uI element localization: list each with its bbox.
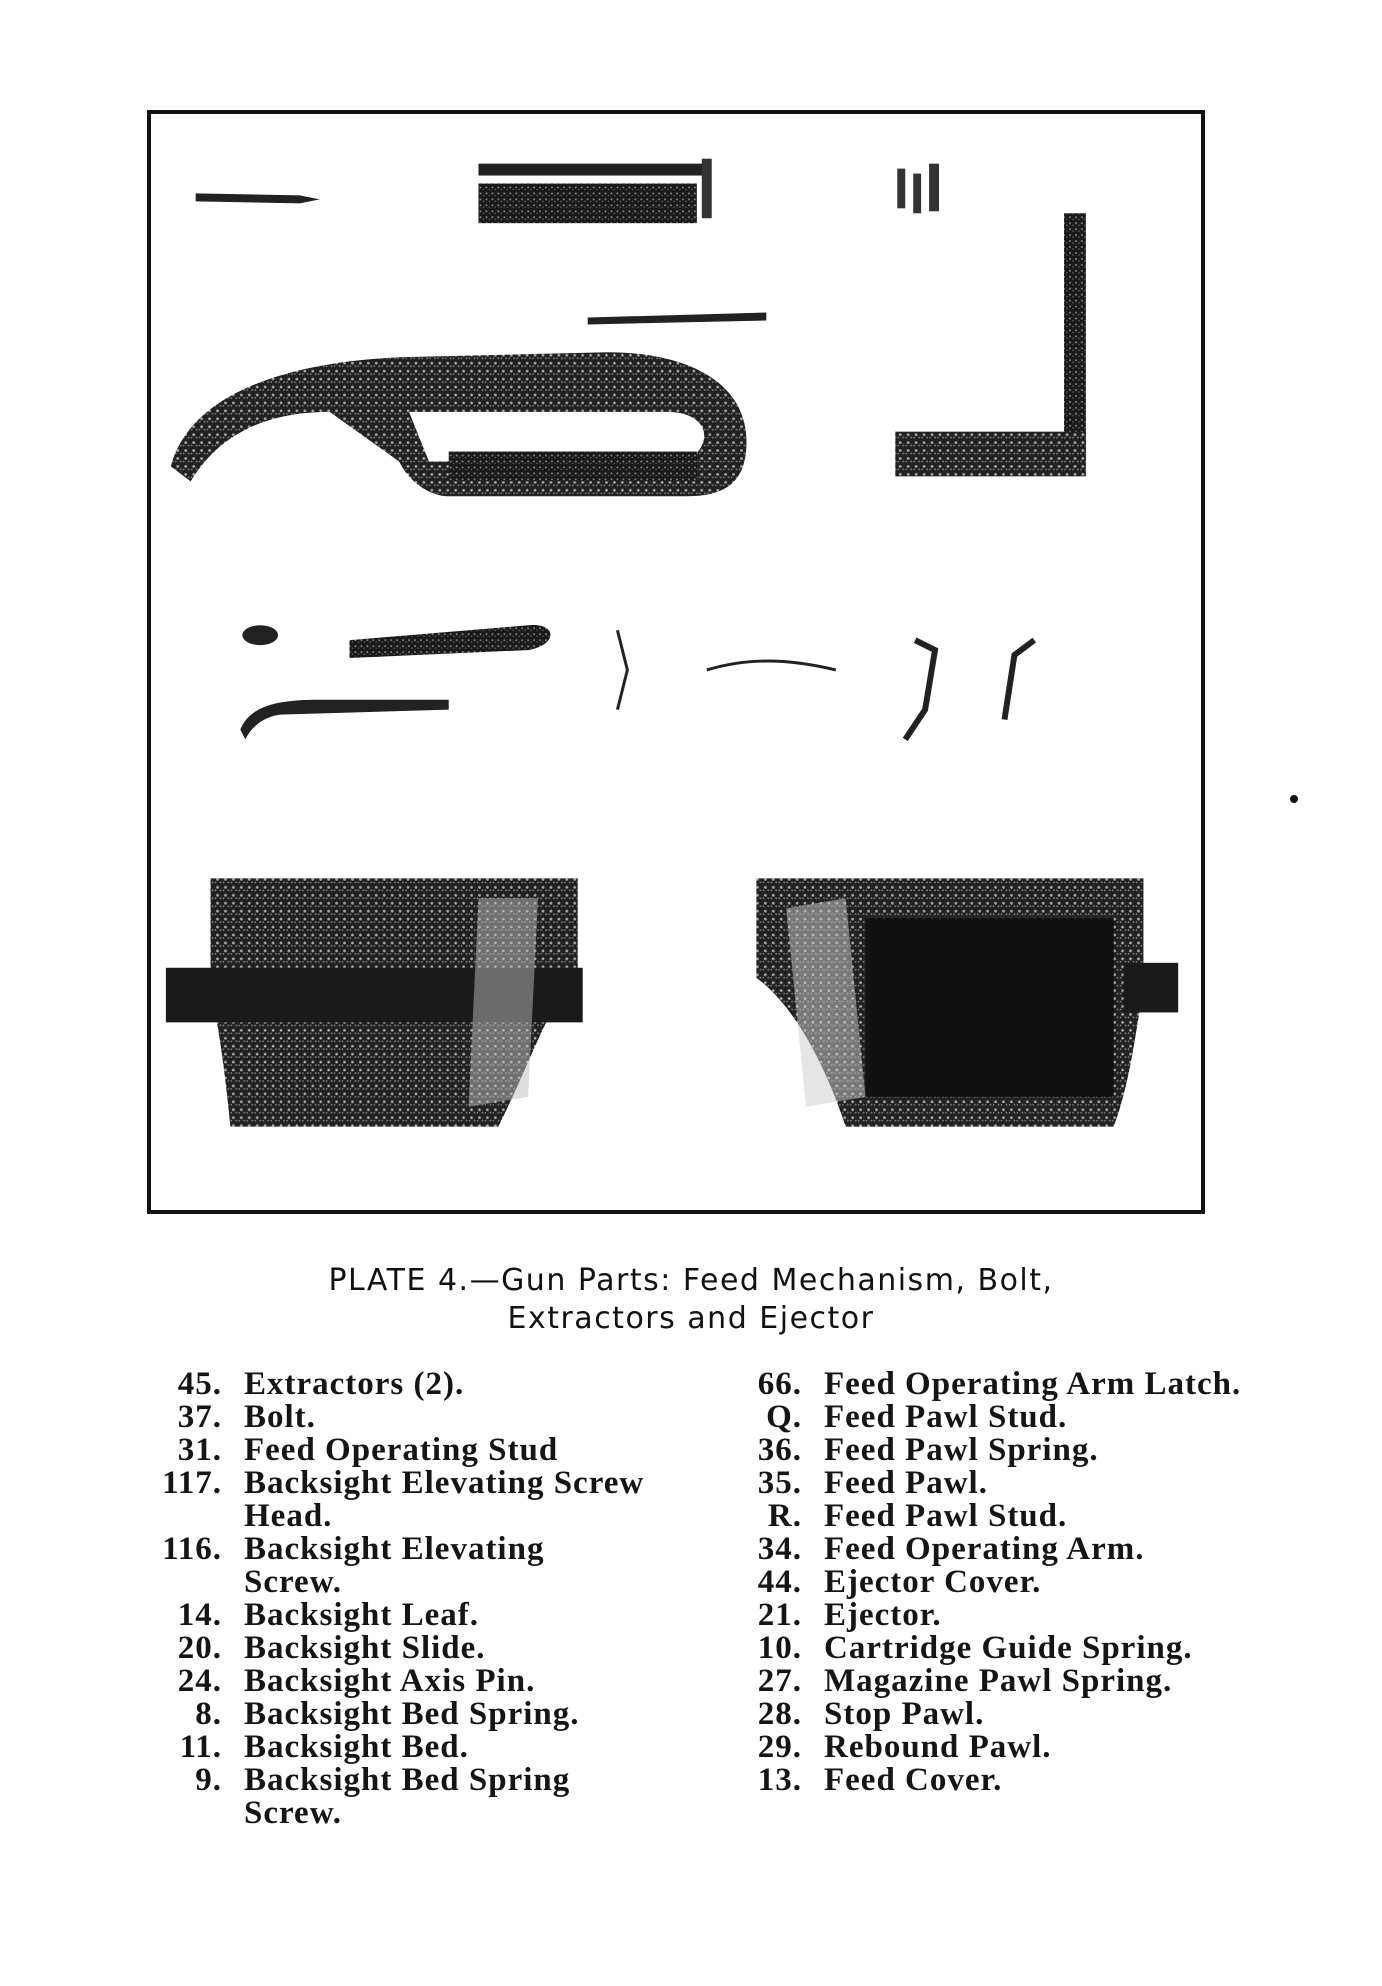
legend-entry-label: Feed Cover. — [824, 1762, 1003, 1798]
legend-entry-number: 28. — [757, 1696, 802, 1732]
legend-entry-label: Backsight Bed. — [244, 1729, 469, 1765]
legend-entry-number: 36. — [757, 1432, 802, 1468]
legend-entry-label: Extractors (2). — [244, 1366, 465, 1402]
stray-mark — [1290, 795, 1298, 803]
legend-entry-number: 9. — [195, 1762, 222, 1798]
legend-entry — [130, 1764, 650, 1830]
legend-entry-label: Feed Operating Arm. — [824, 1531, 1145, 1567]
legend-entry — [710, 1764, 1270, 1797]
legend-entry-label: Bolt. — [244, 1399, 316, 1435]
legend-entry-number: 31. — [177, 1432, 222, 1468]
feed-cover-left-half — [166, 878, 583, 1126]
legend-entry — [710, 1500, 1270, 1533]
legend-entry-number: 66. — [757, 1366, 802, 1402]
legend-entry-number: 116. — [162, 1531, 222, 1567]
legend-entry — [710, 1599, 1270, 1632]
legend-entry — [130, 1698, 650, 1731]
legend-entry-label: Feed Pawl Stud. — [824, 1498, 1068, 1534]
legend-entry — [710, 1401, 1270, 1434]
legend-entry-label: Ejector Cover. — [824, 1564, 1042, 1600]
legend-entry — [710, 1731, 1270, 1764]
legend-entry — [710, 1698, 1270, 1731]
legend-entry — [130, 1467, 650, 1533]
legend-entry-label: Backsight Axis Pin. — [244, 1663, 536, 1699]
gun-parts-illustration — [151, 114, 1201, 1210]
legend-entry-label: Rebound Pawl. — [824, 1729, 1052, 1765]
legend-entry-number: 35. — [757, 1465, 802, 1501]
legend-entry-label: Backsight Bed Spring Screw. — [244, 1762, 571, 1831]
legend-right-column — [710, 1368, 1270, 1797]
legend-entry-number: 14. — [177, 1597, 222, 1633]
legend-entry-number: 11. — [179, 1729, 222, 1765]
legend-entry-label: Feed Operating Stud — [244, 1432, 559, 1468]
legend-entry — [130, 1533, 650, 1599]
legend-entry-label: Backsight Bed Spring. — [244, 1696, 580, 1732]
legend-entry — [710, 1566, 1270, 1599]
legend-entry-number: 34. — [757, 1531, 802, 1567]
plate-caption — [0, 1262, 1382, 1338]
legend-entry — [130, 1632, 650, 1665]
curved-feed-arm-part — [171, 352, 747, 496]
feed-operating-arm-l-part — [895, 213, 1086, 476]
legend-entry-number: 45. — [177, 1366, 222, 1402]
thin-rod-part — [588, 313, 767, 325]
legend-entry-label: Cartridge Guide Spring. — [824, 1630, 1193, 1666]
legend-entry-label: Stop Pawl. — [824, 1696, 985, 1732]
extractor-part-top-left — [196, 193, 320, 203]
legend-entry-label: Backsight Elevating Screw Head. — [244, 1465, 645, 1534]
legend-entry-number: 24. — [177, 1663, 222, 1699]
caption-line-1: PLATE 4.—Gun Parts: Feed Mechanism, Bolt, — [328, 1263, 1054, 1298]
legend-entry-number: Q. — [766, 1399, 802, 1435]
bolt-part-top-center — [479, 159, 712, 224]
legend-entry — [130, 1368, 650, 1401]
legend-entry — [710, 1368, 1270, 1401]
legend-entry-label: Feed Pawl Stud. — [824, 1399, 1068, 1435]
legend-entry-label: Magazine Pawl Spring. — [824, 1663, 1173, 1699]
feed-cover-right-half — [756, 878, 1178, 1126]
legend-entry — [710, 1467, 1270, 1500]
legend-entry — [130, 1401, 650, 1434]
legend-entry-number: 44. — [757, 1564, 802, 1600]
caption-line-2: Extractors and Ejector — [507, 1301, 875, 1336]
legend-left-column — [130, 1368, 650, 1830]
legend-entry-label: Ejector. — [824, 1597, 942, 1633]
legend-entry — [710, 1665, 1270, 1698]
legend-entry-number: 8. — [195, 1696, 222, 1732]
legend-entry-label: Backsight Leaf. — [244, 1597, 480, 1633]
legend-entry — [130, 1434, 650, 1467]
legend-entry-number: R. — [767, 1498, 802, 1534]
legend-entry-label: Backsight Elevating Screw. — [244, 1531, 545, 1600]
legend-entry — [710, 1632, 1270, 1665]
legend-entry-number: 13. — [757, 1762, 802, 1798]
legend-entry-number: 117. — [162, 1465, 222, 1501]
legend-entry-number: 21. — [757, 1597, 802, 1633]
plate-photograph — [147, 110, 1205, 1214]
legend-entry-label: Feed Pawl Spring. — [824, 1432, 1099, 1468]
legend-entry — [130, 1665, 650, 1698]
legend-entry-label: Backsight Slide. — [244, 1630, 486, 1666]
legend-entry-number: 27. — [757, 1663, 802, 1699]
legend-entry-number: 29. — [757, 1729, 802, 1765]
legend-entry-number: 10. — [757, 1630, 802, 1666]
legend-entry — [710, 1434, 1270, 1467]
legend-entry-number: 37. — [177, 1399, 222, 1435]
small-studs-top-right — [897, 164, 939, 214]
legend-entry — [710, 1533, 1270, 1566]
legend-entry — [130, 1731, 650, 1764]
legend-entry — [130, 1599, 650, 1632]
legend-entry-number: 20. — [177, 1630, 222, 1666]
legend-entry-label: Feed Operating Arm Latch. — [824, 1366, 1242, 1402]
legend-entry-label: Feed Pawl. — [824, 1465, 988, 1501]
small-spring-parts-middle — [240, 625, 1034, 739]
